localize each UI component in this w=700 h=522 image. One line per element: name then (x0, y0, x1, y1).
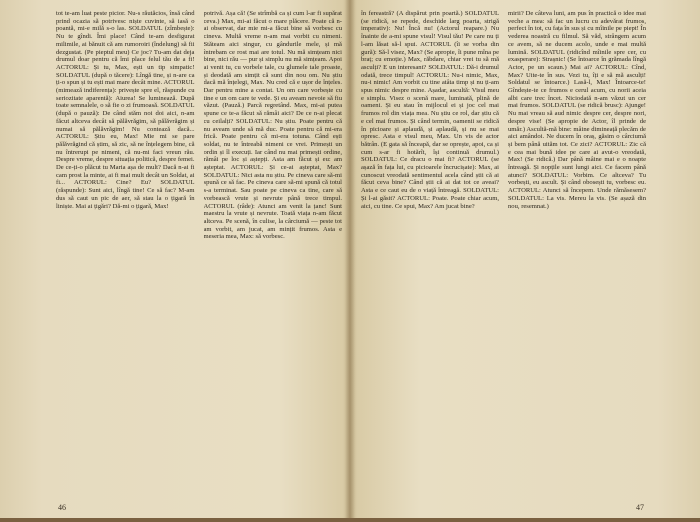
right-page-number: 47 (636, 503, 644, 512)
right-column-1 (361, 10, 499, 490)
right-column-1-text: în fereastră? (A dispărut prin poartă.) SOLDATUL (se ridică, se repede, deschide larg poarta, strigă imperativ): Nu! Încă nu! (Actorul reapare.) Nu înainte de a-mi spune visul! Visul tău! Pe care nu ți l-am lăsat să-l spui. ACTORUL (îi se vorba din gură): Să-l visez, Max? (Se apropie, îi pune mîna pe braț; cu emoție.) Max, răbdare, chiar vrei tu să mă asculți? E un interesant? SOLDATUL: Dă-i drumul odată, trece timpul! ACTORUL: Nu-i nimic, Max, nu-i nimic! Am vorbit cu tine atâta timp și nu ți-am spus nimic despre mine. Așadar, ascultă: Visul meu e simplu. Visez o scenă mare, luminată, plină de oameni. Și eu stau în mijlocul ei și joc cel mai frumos rol din viața mea. Nu știu ce rol, dar știu că e cel mai frumos. Și când termin, oamenii se ridică în picioare și aplaudă, și aplaudă, și nu se mai opresc. Asta e visul meu, Max. Un vis de actor bătrân. (E gata să înceapă, dar se oprește, apoi, ca și cum s-ar fi hotărît, își continuă drumul.) SOLDATUL: Ce dracu o mai fi? ACTORUL (se așază în fața lui, cu picioarele încrucișate): Max, ai cunoscut vreodată sentimentul acela când știi că ai făcut ceva bine? Când știi că ai dat tot ce aveai? Asta e ce caut eu de o viață întreagă. SOLDATUL: Și l-ai găsit? ACTORUL: Poate. Poate chiar acum, aici, cu tine. Ce spui, Max? Am jucat bine? (361, 10, 499, 210)
right-column-2 (508, 10, 646, 490)
right-page-columns (361, 10, 646, 490)
right-column-2-text: mirii? De câteva luni, am pus în practică o idee mai veche a mea: să fac un lucru cu adevărat frumos, perfect în tot, cu fața în sus și cu mîinile pe piept! În vederea noastră cu filmul. Să văd, strângem acum ce avem, să ne ducem acolo, unde e mai multă lumină. SOLDATUL (ridicînd mîinile spre cer, cu exasperare): Strașnic! (Se întoarce în grămada lîngă Actor, pe un scaun.) Mai ai? ACTORUL: Cînd, Max? Uite-te în sus. Vezi tu, îți e să mă asculți! Soldatul se întoarce.) Lasă-l, Max! Întoarce-te! Gîndește-te ce frumos e cerul acum, cu norii aceia albi care trec încet. Niciodată n-am văzut un cer mai frumos. SOLDATUL (se ridică brusc): Ajunge! Nu mai vreau să aud nimic despre cer, despre nori, despre vise! (Se apropie de Actor, îl prinde de umăr.) Ascultă-mă bine: mâine dimineață plecăm de aici amândoi. Ne ducem în oraș, găsim o cârciumă și bem până uităm tot. Ce zici? ACTORUL: Zic că e cea mai bună idee pe care ai avut-o vreodată, Max! (Se ridică.) Dar până mâine mai e o noapte întreagă. Și nopțile sunt lungi aici. Ce facem până atunci? SOLDATUL: Vorbim. Ce altceva? Tu vorbești, eu ascult. Și când obosești tu, vorbesc eu. ACTORUL: Atunci să începem. Unde rămăsesem? SOLDATUL: La vis. Mereu la vis. (Se așază din nou, resemnat.) (508, 10, 646, 210)
left-column-1-text: tot te-am luat peste picior. Nu-s răutăcios, însă când prind ocazia să potrivesc niște cuvinte, să iasă o poantă, mi-e milă s-o las. SOLDATUL (zîmbește): Nu te gîndi. Îmi place! Când te-am desfigurat milimile, ai bănuit că am rumoroiri (îndelung) să fii dezgustat. (Pe pieptul meu) Ce joc? Tu-am dat deja drumul doar pentru că îmi place felul tău de a fi! ACTORUL: Și tu, Max, ești un tip simpatic! SOLDATUL (după o tăcere): Lîngă tine, și n-are ca ți-o spun și tu ești mai mare decât mine. ACTORUL (mimează indiferența): privește spre el, răspunde cu seriozitate aparentă): Aiurea! Se luminează. După toate semnalele, o să fie o zi frumoasă. SOLDATUL (după o pauză): De când stăm noi doi aici, n-am făcut altceva decât să pălăvrăgim, să pălăvrăgim și numai să pălăvrăgim! Nu contează dacă... ACTORUL: Știu eu, Max! Mie mi se pare pălăvrăgind că știm, să zic, să ne înțelegem bine, că nu întrerupi pe nimeni, că nu-mi faci vreun rău. Despre vreme, despre situația politică, despre femei. De ce-ți-o plăcut tu Maria așa de mult? Dacă n-ai fi cam prost la minte, ai fi mai mult decât un Soldat, ai fi... ACTORUL: Cine? Eu? SOLDATUL (răspunde): Sunt aici, lîngă tine! Ce să fac? M-am dus să caut un pic de aer, să stau la o țigară în liniște. Mai ai țigări? Dă-mi o țigară, Max! (56, 10, 195, 210)
left-column-1 (56, 10, 195, 490)
left-page-columns (56, 10, 342, 490)
left-column-2 (204, 10, 343, 490)
left-column-2-text: potrivă. Așa că! (Se strîmbă ca și cum l-ar fi supărat ceva.) Max, mi-ai făcut o mare plăcere. Poate că n-ai observat, dar mie mi-a făcut bine să vorbesc cu cineva. Multă vreme n-am mai vorbit cu nimeni. Stăteam aici singur, cu gândurile mele, și mă întrebam ce rost mai are totul. Nu mă simțeam nici bine, nici rău — pur și simplu nu mă simțeam. Apoi ai venit tu, cu vorbele tale, cu glumele tale proaste, și deodată am simțit că sunt din nou om. Nu știu dacă mă înțelegi, Max. Nu cred că e ușor de înțeles. Dar pentru mine a contat. Un om care vorbește cu tine e un om care te vede. Și eu aveam nevoie să fiu văzut. (Pauză.) Parcă regretând. Max, mi-ai putea spune ce te-a făcut să rămâi aici? De ce n-ai plecat cu ceilalți? SOLDATUL: Nu știu. Poate pentru că nu aveam unde să mă duc. Poate pentru că mi-era frică. Poate pentru că mi-era totuna. Când ești soldat, nu te întreabă nimeni ce vrei. Primești un ordin și îl execuți. Iar când nu mai primești ordine, rămâi pe loc și aștepți. Asta am făcut și eu: am așteptat. ACTORUL: Și ce-ai așteptat, Max? SOLDATUL: Nici asta nu știu. Pe cineva care să-mi spună ce să fac. Pe cineva care să-mi spună că totul s-a terminat. Sau poate pe cineva ca tine, care să vorbească vrute și nevrute până trece timpul. ACTORUL (râde): Atunci am venit la țanc! Sunt maestru la vrute și nevrute. Toată viața n-am făcut altceva. Pe scenă, în culise, la cârciumă — peste tot am vorbit, am jucat, am mințit frumos. Asta e meseria mea, Max: să vorbesc. (203, 10, 342, 241)
page-edge (0, 518, 700, 522)
right-page (351, 0, 700, 522)
left-page (0, 0, 349, 522)
left-page-number: 46 (58, 503, 66, 512)
